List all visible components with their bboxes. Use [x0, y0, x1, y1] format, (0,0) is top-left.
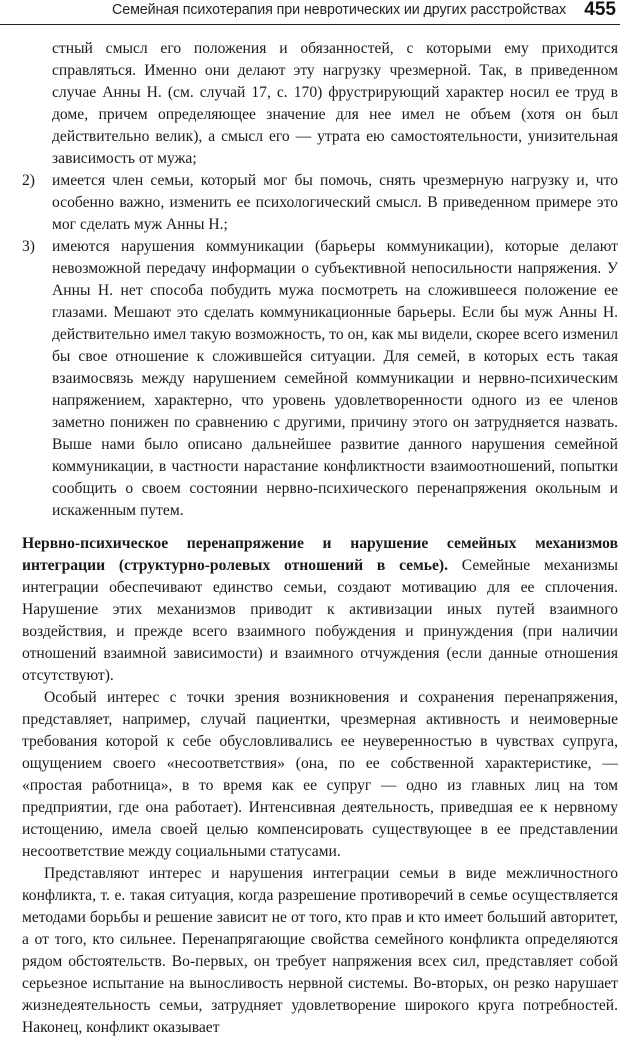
list-item-number: 3): [22, 238, 35, 255]
list-item: [22, 170, 618, 236]
numbered-list: [22, 170, 618, 522]
section-paragraph: [22, 533, 618, 687]
section-heading: Нервно-психическое перенапряжение и нарушение семейных механизмов интеграции (структурно-ролевых отношений в семье).: [22, 535, 618, 574]
list-item-text: имеются нарушения коммуникации (барьеры коммуникации), которые делают невозможной передачу информации о субъективной непосильности напряжения. У Анны Н. нет способа побудить мужа посмотреть на сложившееся положение ее глазами. Мешают это сделать коммуникационные барьеры. Если бы муж Анны Н. действительно имел такую возможность, то он, как мы видели, скорее всего изменил бы свое отношение к сложившейся ситуации. Для семей, в которых есть такая взаимосвязь между нарушением семейной коммуникации и нервно-психическим напряжением, характерно, что уровень удовлетворенности одного из ее членов заметно понижен по сравнению с другими, причину этого он затрудняется назвать. Выше нами было описано дальнейшее развитие данного нарушения семейной коммуникации, в частности нарастание конфликтности взаимоотношений, попытки сообщить о своем состоянии нервно-психического перенапряжения окольным и искаженным путем.: [52, 238, 618, 519]
section-text: Семейные механизмы интеграции обеспечивают единство семьи, создают мотивацию для ее сплочения. Нарушение этих механизмов приводит к активизации иных путей взаимного воздействия, и прежде всего взаимного побуждения и принуждения (при наличии отношений взаимной зависимости) и взаимного отчуждения (если данные отношения отсутствуют).: [22, 557, 618, 684]
body-text: [22, 38, 618, 1039]
list-item-continuation: стный смысл его положения и обязанностей, с которыми ему приходится справляться. Именно они делают эту нагрузку чрезмерной. Так, в приведенном случае Анны Н. (см. случай 17, с. 170) фрустрирующий характер носил ее труд в доме, причем определяющее значение для нее имел не объем (хотя он был действительно велик), а смысл его — утрата ею самостоятельности, унизительная зависимость от мужа;: [52, 40, 618, 167]
list-item-text: имеется член семьи, который мог бы помочь, снять чрезмерную нагрузку и, что особенно важно, изменить ее психологический смысл. В приведенном примере это мог сделать муж Анны Н.;: [52, 172, 618, 233]
paragraph: Представляют интерес и нарушения интеграции семьи в виде межличностного конфликта, т. е. такая ситуация, когда разрешение противоречий в семье осуществляется методами борьбы и решение зависит не от того, кто прав и кто имеет больший авторитет, а от того, кто сильнее. Перенапрягающие свойства семейного конфликта определяются рядом обстоятельств. Во-первых, он требует напряжения всех сил, представляет собой серьезное испытание на выносливость нервной системы. Во-вторых, он резко нарушает жизнедеятельность семьи, затрудняет удовлетворение широкого круга потребностей. Наконец, конфликт оказывает: [22, 865, 618, 1036]
list-item-number: 2): [22, 172, 35, 189]
running-header: [0, 0, 620, 25]
paragraph: Особый интерес с точки зрения возникновения и сохранения перенапряжения, представляет, например, случай пациентки, чрезмерная активность и неимоверные требования которой к себе обусловливались ее неуверенностью в чувствах супруга, ощущением своего «несоответствия» (она, по ее собственной характеристике, — «простая работница», в то время как ее супруг — одно из главных лиц на том предприятии, где она работает). Интенсивная деятельность, приведшая ее к нервному истощению, имела своей целью компенсировать существующее в ее представлении несоответствие между социальными статусами.: [22, 689, 618, 860]
header-title: Семейная психотерапия при невротических ии других расстройствах: [112, 2, 567, 18]
list-item: [22, 236, 618, 522]
page-number: 455: [584, 0, 616, 20]
